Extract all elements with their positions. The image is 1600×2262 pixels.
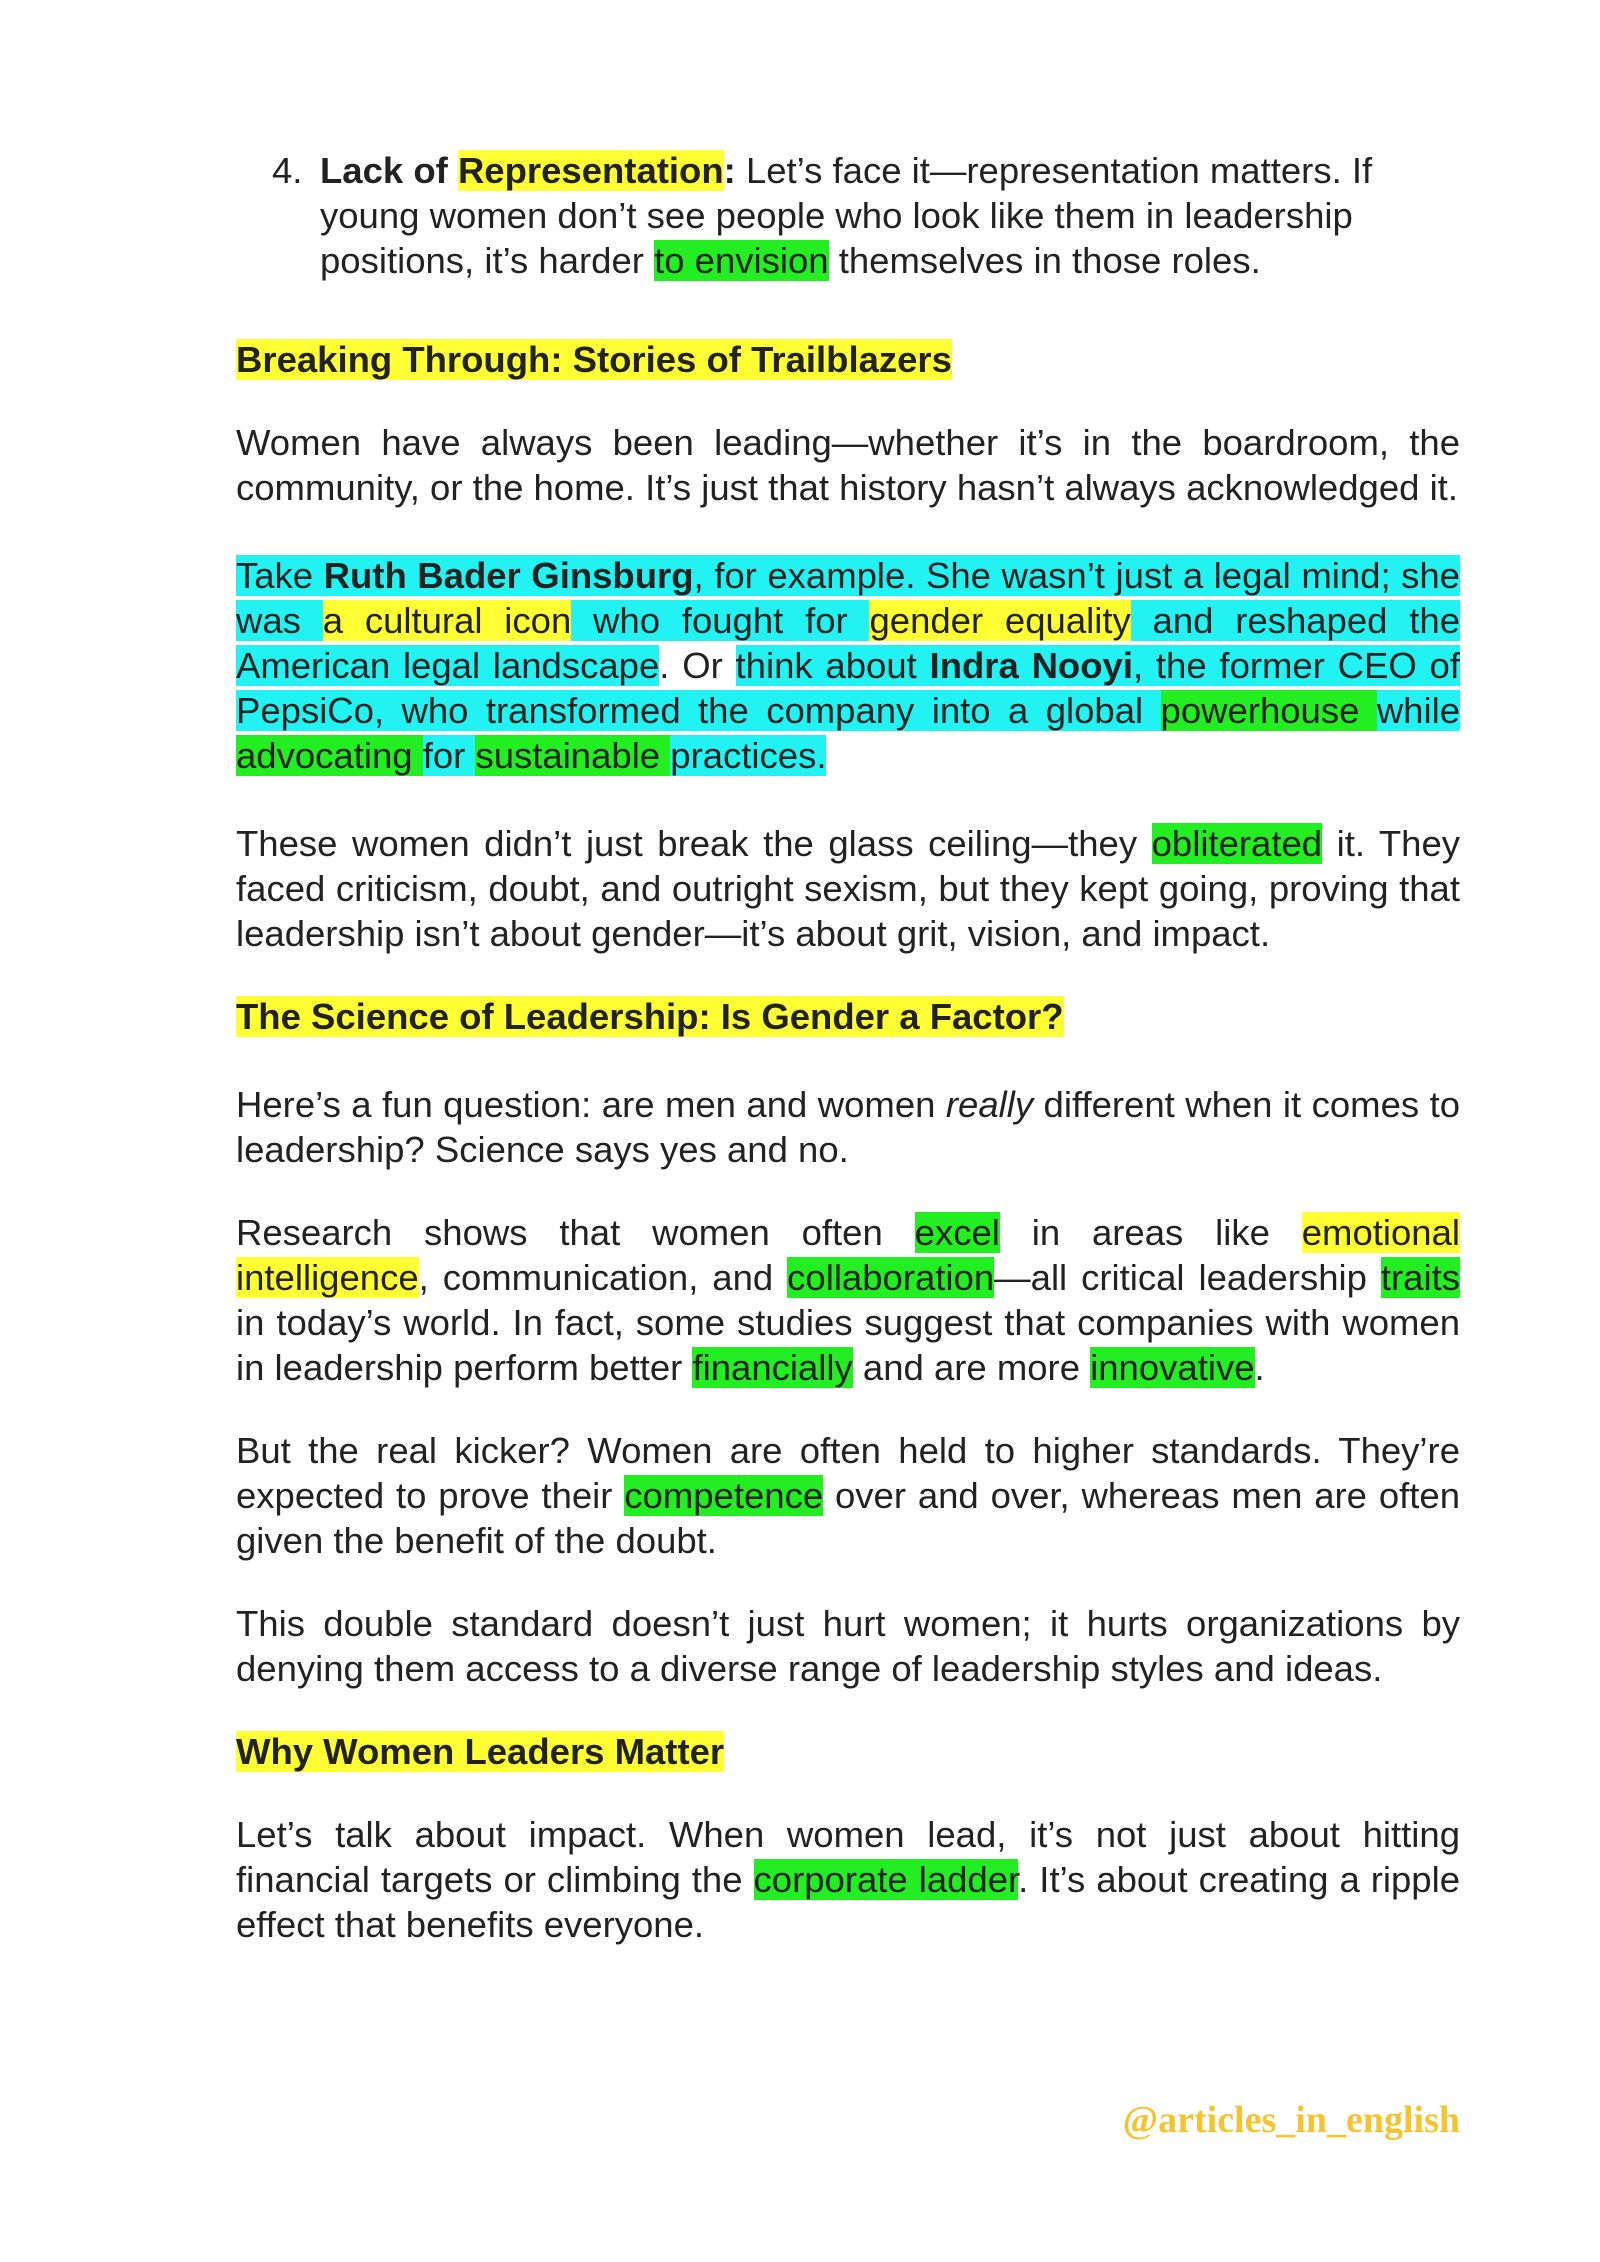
paragraph-impact: Let’s talk about impact. When women lead, it’s not just about hitting financial targets or climbing the corporate ladder. It’s about creating a ripple effect that benefits everyone.	[236, 1814, 1461, 1945]
footer-handle: @articles_in_english	[1122, 2099, 1460, 2141]
list-item-title: Lack of Representation:	[320, 150, 736, 191]
paragraph-research: Research shows that women often excel in areas like emotional intelligence, communication, and collaboration—all critical leadership traits in today’s world. In fact, some studies suggest that companies with women in leadership perform better financially and are more innovative.	[236, 1212, 1460, 1388]
article-body	[236, 148, 1460, 1947]
paragraph-fun-question: Here’s a fun question: are men and women really different when it comes to leadership? Science says yes and no.	[236, 1084, 1461, 1170]
section-heading-trailblazers: Breaking Through: Stories of Trailblazers	[236, 339, 952, 380]
paragraph-real-kicker: But the real kicker? Women are often held to higher standards. They’re expected to prove their competence over and over, whereas men are often given the benefit of the doubt.	[236, 1430, 1460, 1561]
section-heading-science: The Science of Leadership: Is Gender a Factor?	[236, 996, 1064, 1037]
person-name-ginsburg: Ruth Bader Ginsburg	[323, 555, 694, 596]
person-name-nooyi: Indra Nooyi	[929, 645, 1133, 686]
list-item-representation: 4. Lack of Representation: Let’s face it—representation matters. If young women don’t see people who look like them in leadership positions, it’s harder to envision themselves in those roles.	[272, 150, 1373, 281]
section-heading-why-women: Why Women Leaders Matter	[236, 1731, 725, 1772]
list-number: 4.	[272, 150, 303, 191]
paragraph-women-leading: Women have always been leading—whether it’s in the boardroom, the community, or the home. It’s just that history hasn’t always acknowledged it.	[236, 422, 1460, 508]
paragraph-glass-ceiling: These women didn’t just break the glass ceiling—they obliterated it. They faced criticism, doubt, and outright sexism, but they kept going, proving that leadership isn’t about gender—it’s about grit, vision, and impact.	[236, 823, 1460, 954]
paragraph-double-standard: This double standard doesn’t just hurt women; it hurts organizations by denying them access to a diverse range of leadership styles and ideas.	[236, 1603, 1460, 1689]
paragraph-trailblazers-examples: Take Ruth Bader Ginsburg, for example. She wasn’t just a legal mind; she was a cultural icon who fought for gender equality and reshaped the American legal landscape. Or think about Indra Nooyi, the former CEO of PepsiCo, who transformed the company into a global powerhouse while advocating for sustainable practices.	[236, 555, 1460, 776]
